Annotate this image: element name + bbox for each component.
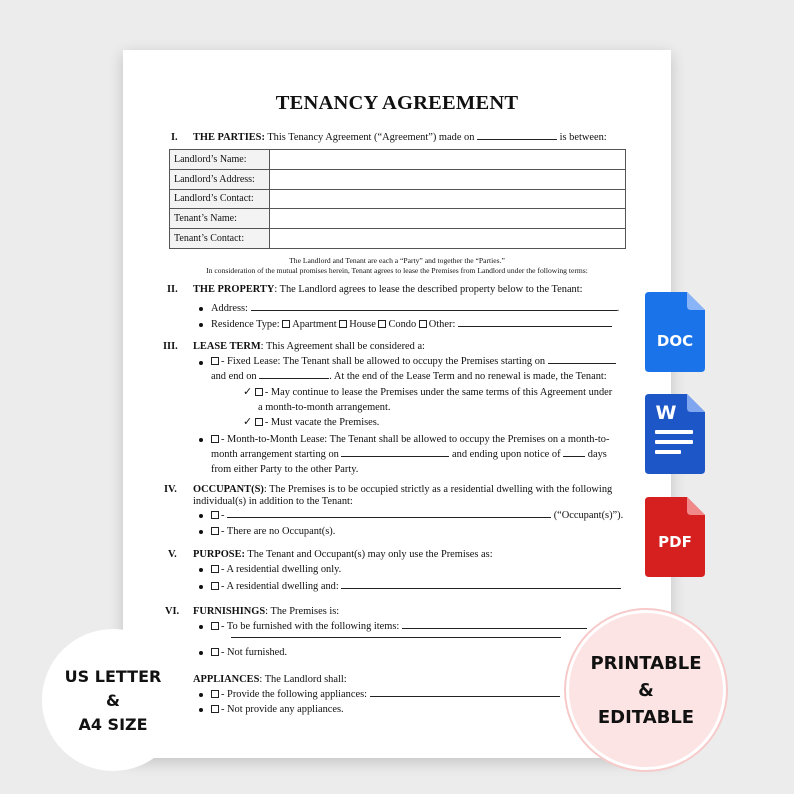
- table-input-cell[interactable]: [270, 209, 626, 229]
- bullet: [199, 651, 203, 655]
- table-row: [170, 150, 626, 170]
- parties-text-end: is between:: [559, 132, 607, 143]
- option-text: - To be furnished with the following items:: [221, 621, 400, 632]
- section-number: IV.: [164, 484, 177, 495]
- continue-option-line: [243, 385, 671, 400]
- mtm-lease-line-3: from either Party to the other Party.: [211, 464, 359, 475]
- appliances-blank[interactable]: [370, 688, 560, 697]
- table-row: [170, 169, 626, 189]
- checkbox-residential-and[interactable]: [211, 582, 219, 590]
- checkbox-other[interactable]: [419, 320, 427, 328]
- checkbox-vacate[interactable]: [255, 418, 263, 426]
- option-label: House: [349, 319, 376, 330]
- address-line: Address: .: [211, 303, 620, 314]
- option-label: Other:: [428, 319, 456, 330]
- checkbox-furnished[interactable]: [211, 622, 219, 630]
- date-blank[interactable]: [477, 131, 557, 140]
- badge-line: US LETTER: [64, 667, 162, 686]
- doc-file-icon[interactable]: [645, 292, 705, 372]
- badge-line: &: [638, 680, 654, 701]
- bullet: [199, 693, 203, 697]
- residence-line: [211, 317, 671, 332]
- property-text: : The Landlord agrees to lease the described property below to the Tenant:: [274, 284, 583, 295]
- mtm-text: - Month-to-Month Lease: The Tenant shall be allowed to occupy the Premises on a month-to-: [221, 434, 610, 445]
- section-number: III.: [163, 341, 178, 352]
- mtm-text: month arrangement starting on: [211, 449, 339, 460]
- end-date-blank[interactable]: [259, 370, 329, 379]
- badge-line: A4 SIZE: [78, 715, 148, 734]
- appliances-text: : The Landlord shall:: [259, 674, 347, 685]
- option-text: - A residential dwelling and:: [221, 581, 339, 592]
- option-text: (“Occupant(s)”).: [553, 510, 624, 521]
- address-blank[interactable]: [251, 302, 617, 311]
- lease-text: : This Agreement shall be considered a:: [260, 341, 425, 352]
- section-heading: PURPOSE:: [193, 549, 245, 560]
- checkbox-continue[interactable]: [255, 388, 263, 396]
- table-row: [170, 209, 626, 229]
- residence-label: Residence Type:: [211, 319, 280, 330]
- table-label: Tenant’s Name:: [170, 209, 270, 229]
- bullet: [199, 514, 203, 518]
- mtm-lease-line-2: [211, 447, 671, 462]
- checkbox-occupants[interactable]: [211, 511, 219, 519]
- option-label: Apartment: [292, 319, 337, 330]
- checkmark-icon: ✓: [243, 386, 253, 398]
- word-file-icon[interactable]: [645, 394, 705, 474]
- bullet: [199, 625, 203, 629]
- section-heading: OCCUPANT(S): [193, 484, 264, 495]
- pdf-file-icon[interactable]: [645, 497, 705, 577]
- other-blank[interactable]: [458, 318, 612, 327]
- furnishings-text: : The Premises is:: [265, 606, 340, 617]
- table-input-cell[interactable]: [270, 189, 626, 209]
- checkmark-icon: ✓: [243, 416, 253, 428]
- bullet: [199, 708, 203, 712]
- mtm-lease-line: [211, 432, 671, 447]
- lease-line: [193, 339, 671, 354]
- purpose-text: The Tenant and Occupant(s) may only use the Premises as:: [247, 549, 493, 560]
- checkbox-month-to-month[interactable]: [211, 435, 219, 443]
- mtm-text: and ending upon notice of: [452, 449, 561, 460]
- checkbox-provide-appliances[interactable]: [211, 690, 219, 698]
- section-heading: APPLIANCES: [193, 674, 260, 685]
- option-text: - Not provide any appliances.: [221, 704, 344, 715]
- fixed-lease-line-2: [211, 369, 671, 384]
- mtm-start-blank[interactable]: [341, 448, 449, 457]
- purpose-option-2: [211, 579, 671, 594]
- bullet: [199, 568, 203, 572]
- table-input-cell[interactable]: [270, 229, 626, 249]
- furnishings-line: [193, 604, 671, 619]
- checkbox-no-appliances[interactable]: [211, 705, 219, 713]
- section-heading: FURNISHINGS: [193, 606, 266, 617]
- bullet: [199, 323, 203, 327]
- parties-text: This Tenancy Agreement (“Agreement”) made on: [267, 132, 475, 143]
- table-label: Landlord’s Name:: [170, 150, 270, 170]
- checkbox-condo[interactable]: [378, 320, 386, 328]
- checkbox-fixed-lease[interactable]: [211, 357, 219, 365]
- parties-table: [169, 149, 626, 249]
- badge-line: PRINTABLE: [590, 653, 702, 674]
- option-text: - A residential dwelling only.: [221, 564, 342, 575]
- option-text: -: [221, 510, 225, 521]
- occupant-option-line: [211, 508, 671, 523]
- word-label: W: [655, 402, 677, 424]
- checkbox-house[interactable]: [339, 320, 347, 328]
- occupants-text: : The Premises is to be occupied strictly as a residential dwelling with the following: [263, 484, 613, 495]
- option-text: - Not furnished.: [221, 647, 288, 658]
- property-line: [193, 282, 671, 297]
- vacate-option-line: [243, 415, 671, 430]
- section-number: I.: [171, 132, 178, 143]
- parties-line: [193, 130, 671, 145]
- start-date-blank[interactable]: [548, 355, 616, 364]
- bullet: [199, 307, 203, 311]
- checkbox-residential-only[interactable]: [211, 565, 219, 573]
- fixed-lease-text: and end on: [211, 371, 257, 382]
- section-heading: THE PARTIES:: [193, 132, 265, 143]
- table-row: [170, 189, 626, 209]
- option-text: - May continue to lease the Premises under the same terms of this Agreement under: [264, 387, 613, 398]
- option-label: Condo: [388, 319, 417, 330]
- option-text: - Provide the following appliances:: [221, 689, 368, 700]
- fixed-lease-text: - Fixed Lease: The Tenant shall be allowed to occupy the Premises starting on: [221, 356, 546, 367]
- badge-line: &: [106, 691, 120, 710]
- section-heading: LEASE TERM: [193, 341, 261, 352]
- continue-option-line-2: a month-to-month arrangement.: [258, 402, 391, 413]
- section-number: V.: [168, 549, 177, 560]
- purpose-option-1: [211, 562, 671, 577]
- table-row: [170, 229, 626, 249]
- occupants-line-2: individual(s) in addition to the Tenant:: [193, 496, 353, 507]
- checkbox-not-furnished[interactable]: [211, 648, 219, 656]
- section-heading: THE PROPERTY: [193, 284, 275, 295]
- purpose-line: [193, 547, 671, 562]
- fixed-lease-text: . At the end of the Lease Term and no renewal is made, the Tenant:: [329, 371, 607, 382]
- table-label: Landlord’s Contact:: [170, 189, 270, 209]
- bullet: [199, 585, 203, 589]
- no-occupant-option-line: [211, 524, 671, 539]
- address-label: Address:: [211, 303, 248, 314]
- occupants-blank[interactable]: [227, 509, 551, 518]
- table-label: Tenant’s Contact:: [170, 229, 270, 249]
- bullet: [199, 361, 203, 365]
- section-number: II.: [167, 284, 178, 295]
- bullet: [199, 530, 203, 534]
- table-input-cell[interactable]: [270, 150, 626, 170]
- consideration-note: In consideration of the mutual promises herein, Tenant agrees to lease the Premises from Landlord under the following terms:: [206, 266, 588, 275]
- table-input-cell[interactable]: [270, 169, 626, 189]
- checkbox-apartment[interactable]: [282, 320, 290, 328]
- section-number: VI.: [165, 606, 180, 617]
- fixed-lease-line: [211, 354, 671, 369]
- option-text: - Must vacate the Premises.: [264, 417, 380, 428]
- size-badge: [42, 629, 184, 771]
- printable-badge: [566, 610, 726, 770]
- furnished-items-blank-2[interactable]: [231, 629, 561, 638]
- parties-note: The Landlord and Tenant are each a “Party” and together the “Parties.”: [289, 256, 505, 265]
- table-label: Landlord’s Address:: [170, 169, 270, 189]
- purpose-blank[interactable]: [341, 580, 621, 589]
- notice-days-blank[interactable]: [563, 448, 585, 457]
- checkbox-no-occupants[interactable]: [211, 527, 219, 535]
- pdf-label: PDF: [658, 533, 692, 551]
- badge-line: EDITABLE: [597, 707, 695, 728]
- document-title: TENANCY AGREEMENT: [275, 92, 519, 114]
- bullet: [199, 438, 203, 442]
- mtm-text: days: [587, 449, 607, 460]
- doc-label: DOC: [656, 332, 694, 350]
- option-text: - There are no Occupant(s).: [221, 526, 336, 537]
